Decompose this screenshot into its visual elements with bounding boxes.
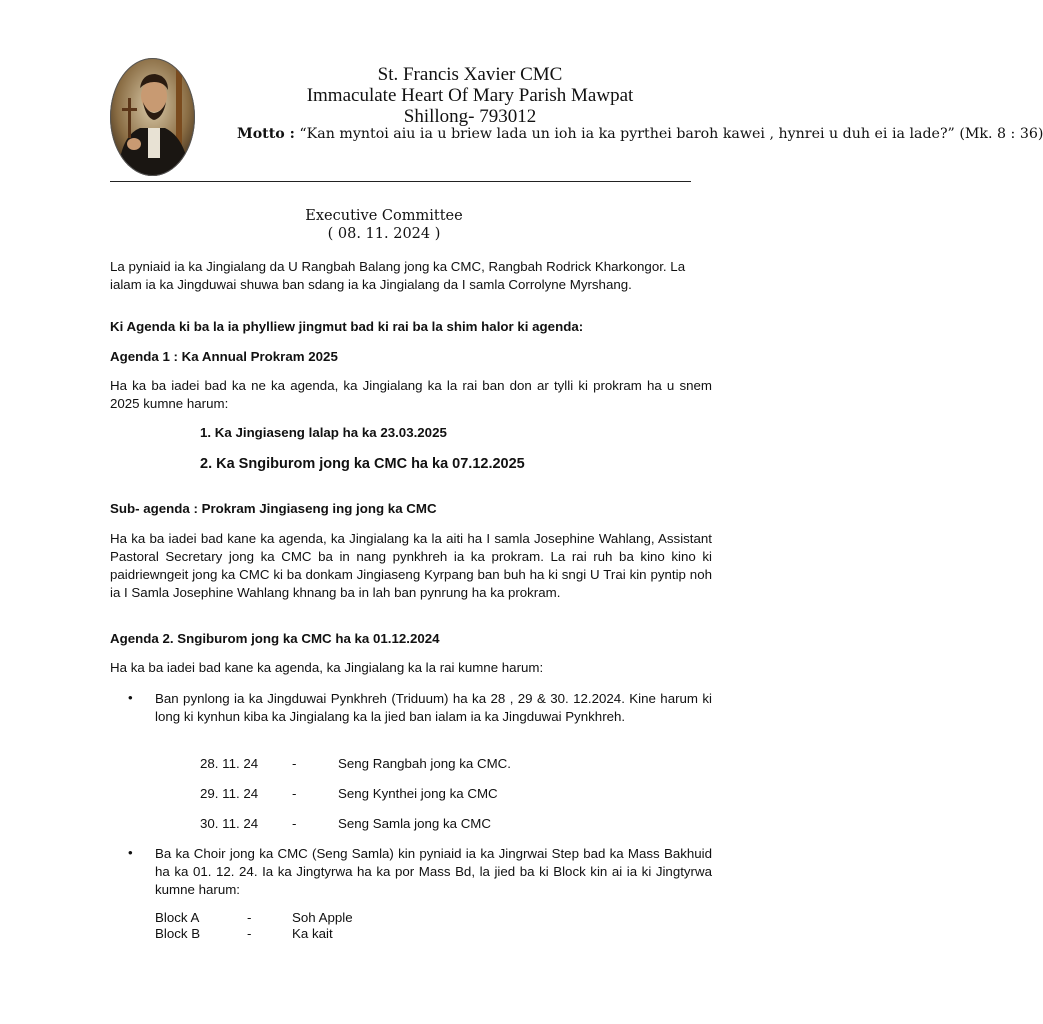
agenda2-bullet-2: Ba ka Choir jong ka CMC (Seng Samla) kin pyniaid ia ka Jingrwai Step bad ka Mass Bakhuid ha ka 01. 12. 24. Ia ka Jingtyrwa ha ka por Mass Bd, la jied ba ki Block kin ai ia ki Jingtyrwa kumne harum: [155, 846, 712, 897]
agenda1-heading: Agenda 1 : Ka Annual Prokram 2025 [110, 349, 338, 364]
document-title: Executive Committee [305, 208, 463, 224]
schedule-group: Seng Kynthei jong ka CMC [338, 786, 498, 801]
agenda1-item-1: 1. Ka Jingiaseng lalap ha ka 23.03.2025 [200, 425, 447, 440]
address-heading: Shillong- 793012 [403, 106, 537, 127]
block-item: Ka kait [292, 926, 333, 941]
bullet-marker: • [128, 690, 133, 705]
bullet-marker: • [128, 845, 133, 860]
motto [237, 126, 1043, 154]
parish-name-heading: Immaculate Heart Of Mary Parish Mawpat [306, 85, 634, 106]
block-dash: - [247, 926, 252, 941]
agenda2-heading: Agenda 2. Sngiburom jong ka CMC ha ka 01.12.2024 [110, 631, 440, 646]
subagenda-heading: Sub- agenda : Prokram Jingiaseng ing jong ka CMC [110, 501, 437, 516]
header-divider [110, 181, 691, 182]
agenda2-paragraph: Ha ka ba iadei bad kane ka agenda, ka Jingialang ka la rai kumne harum: [110, 660, 544, 675]
schedule-dash: - [292, 816, 297, 831]
schedule-date: 28. 11. 24 [200, 756, 259, 771]
block-name: Block B [155, 926, 201, 941]
cmc-name-heading: St. Francis Xavier CMC [377, 64, 563, 85]
motto-text: “Kan myntoi aiu ia u briew lada un ioh ia ka pyrthei baroh kawei , hynrei u duh ei ia lade?” (Mk. 8 : 36) [294, 126, 1043, 142]
schedule-group: Seng Rangbah jong ka CMC. [338, 756, 511, 771]
schedule-dash: - [292, 756, 297, 771]
subagenda-paragraph: Ha ka ba iadei bad kane ka agenda, ka Jingialang ka la aiti ha I samla Josephine Wahlang, Assistant Pastoral Secretary jong ka CMC ba in nang pynkhreh ia ka prokram. La rai ruh ba kino kino ki paidriewngeit jong ka CMC ki ba donkam Jingiaseng Kyrpang ban buh ha ki sngi U Trai kin pyntip noh ia I Samla Josephine Wahlang khnang ba in lah ban pynrung ha ka prokram. [110, 531, 712, 600]
agenda1-paragraph: Ha ka ba iadei bad ka ne ka agenda, ka Jingialang ka la rai ban don ar tylli ki prokram ha u snem 2025 kumne harum: [110, 378, 712, 411]
agenda-intro-heading: Ki Agenda ki ba la ia phylliew jingmut bad ki rai ba la shim halor ki agenda: [110, 319, 584, 334]
motto-label: Motto : [237, 126, 295, 142]
document-date: ( 08. 11. 2024 ) [327, 226, 441, 242]
schedule-date: 29. 11. 24 [200, 786, 259, 801]
schedule-dash: - [292, 786, 297, 801]
schedule-group: Seng Samla jong ka CMC [338, 816, 491, 831]
schedule-date: 30. 11. 24 [200, 816, 259, 831]
agenda2-bullet-1: Ban pynlong ia ka Jingduwai Pynkhreh (Triduum) ha ka 28 , 29 & 30. 12.2024. Kine harum ki long ki kynhun kiba ka Jingialang ka la jied ban ialam ia ka Jingduwai Pynkhreh. [155, 691, 712, 724]
saint-portrait-image [110, 58, 195, 176]
block-dash: - [247, 910, 252, 925]
agenda1-item-2: 2. Ka Sngiburom jong ka CMC ha ka 07.12.2025 [200, 456, 525, 472]
block-item: Soh Apple [292, 910, 353, 925]
block-name: Block A [155, 910, 200, 925]
intro-paragraph: La pyniaid ia ka Jingialang da U Rangbah Balang jong ka CMC, Rangbah Rodrick Kharkongor. La ialam ia ka Jingduwai shuwa ban sdang ia ka Jingialang da I samla Corrolyne Myrshang. [110, 259, 686, 292]
